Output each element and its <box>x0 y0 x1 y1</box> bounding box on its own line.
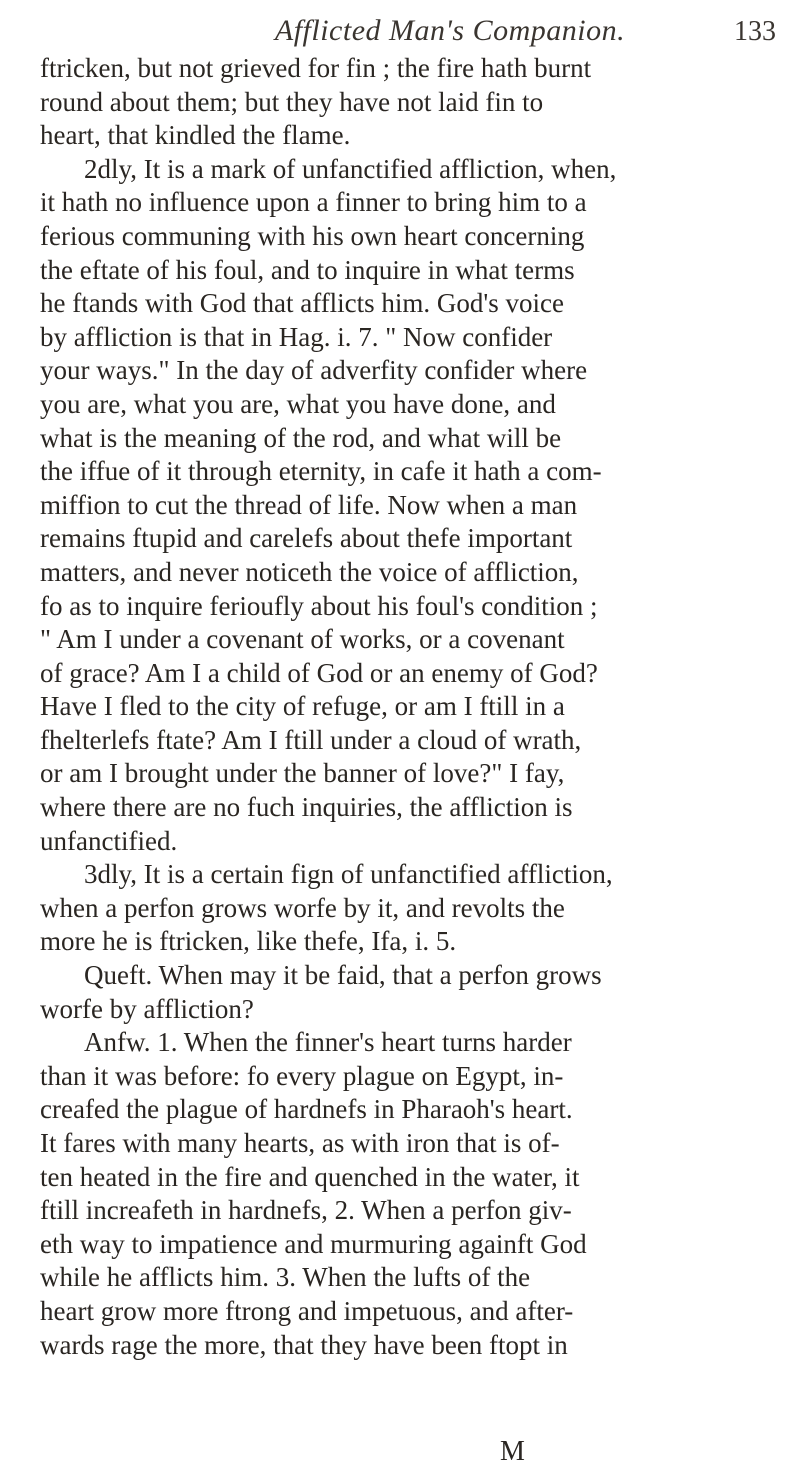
running-title: Afflicted Man's Companion. <box>274 14 626 47</box>
text-line: 2dly, It is a mark of unfanctified affliction, when, <box>84 153 617 184</box>
text-line: Have I fled to the city of refuge, or am I ftill in a <box>40 691 565 722</box>
text-line: It fares with many hearts, as with iron that is of- <box>40 1128 560 1158</box>
text-line: more he is ftricken, like thefe, Ifa, i. 5. <box>40 926 457 957</box>
page-header <box>0 14 800 54</box>
text-line: of grace? Am I a child of God or an enemy of God? <box>40 657 598 688</box>
text-line: fo as to inquire ferioufly about his foul's condition ; <box>40 590 598 621</box>
signature-mark: M <box>500 1436 525 1467</box>
text-line: Anfw. 1. When the finner's heart turns harder <box>84 1027 572 1058</box>
text-line: when a perfon grows worfe by it, and revolts the <box>40 892 565 923</box>
text-line: " Am I under a covenant of works, or a covenant <box>40 624 565 655</box>
text-line: worfe by affliction? <box>40 993 254 1024</box>
text-line: ftricken, but not grieved for fin ; the fire hath burnt <box>40 53 592 83</box>
text-line: you are, what you are, what you have done, and <box>40 388 556 419</box>
text-line: miffion to cut the thread of life. Now when a man <box>40 489 578 520</box>
text-line: heart grow more ftrong and impetuous, and after- <box>40 1295 574 1326</box>
text-line: ftill increafeth in hardnefs, 2. When a perfon giv- <box>40 1195 572 1226</box>
text-line: where there are no fuch inquiries, the affliction is <box>40 792 573 823</box>
text-line: creafed the plague of hardnefs in Pharaoh's heart. <box>40 1094 573 1125</box>
body-text <box>40 52 764 1362</box>
text-line: heart, that kindled the flame. <box>40 120 351 151</box>
text-line: remains ftupid and carelefs about thefe important <box>40 523 573 554</box>
text-line: fhelterlefs ftate? Am I ftill under a cloud of wrath, <box>40 724 582 755</box>
text-line: while he afflicts him. 3. When the lufts of the <box>40 1262 531 1293</box>
text-line: the iffue of it through eternity, in cafe it hath a com- <box>40 456 602 487</box>
text-line: he ftands with God that afflicts him. God's voice <box>40 288 565 319</box>
text-line: wards rage the more, that they have been ftopt in <box>40 1329 568 1360</box>
text-line: than it was before: fo every plague on Egypt, in- <box>40 1060 564 1091</box>
text-line: 3dly, It is a certain fign of unfanctified affliction, <box>84 859 613 890</box>
text-line: what is the meaning of the rod, and what will be <box>40 422 562 453</box>
text-line: it hath no influence upon a finner to bring him to a <box>40 187 587 218</box>
text-line: or am I brought under the banner of love?" I fay, <box>40 758 565 789</box>
page-number: 133 <box>734 16 776 47</box>
text-line: eth way to impatience and murmuring againft God <box>40 1228 587 1259</box>
text-line: ferious communing with his own heart concerning <box>40 220 585 251</box>
text-line: unfanctified. <box>40 825 178 856</box>
text-line: round about them; but they have not laid fin to <box>40 86 544 117</box>
text-line: the eftate of his foul, and to inquire in what terms <box>40 254 575 285</box>
text-line: your ways." In the day of adverfity confider where <box>40 355 588 386</box>
text-line: by affliction is that in Hag. i. 7. " Now confider <box>40 321 553 352</box>
text-line: ten heated in the fire and quenched in the water, it <box>40 1161 580 1192</box>
text-line: matters, and never noticeth the voice of affliction, <box>40 556 579 587</box>
text-line: Queft. When may it be faid, that a perfon grows <box>84 960 602 991</box>
